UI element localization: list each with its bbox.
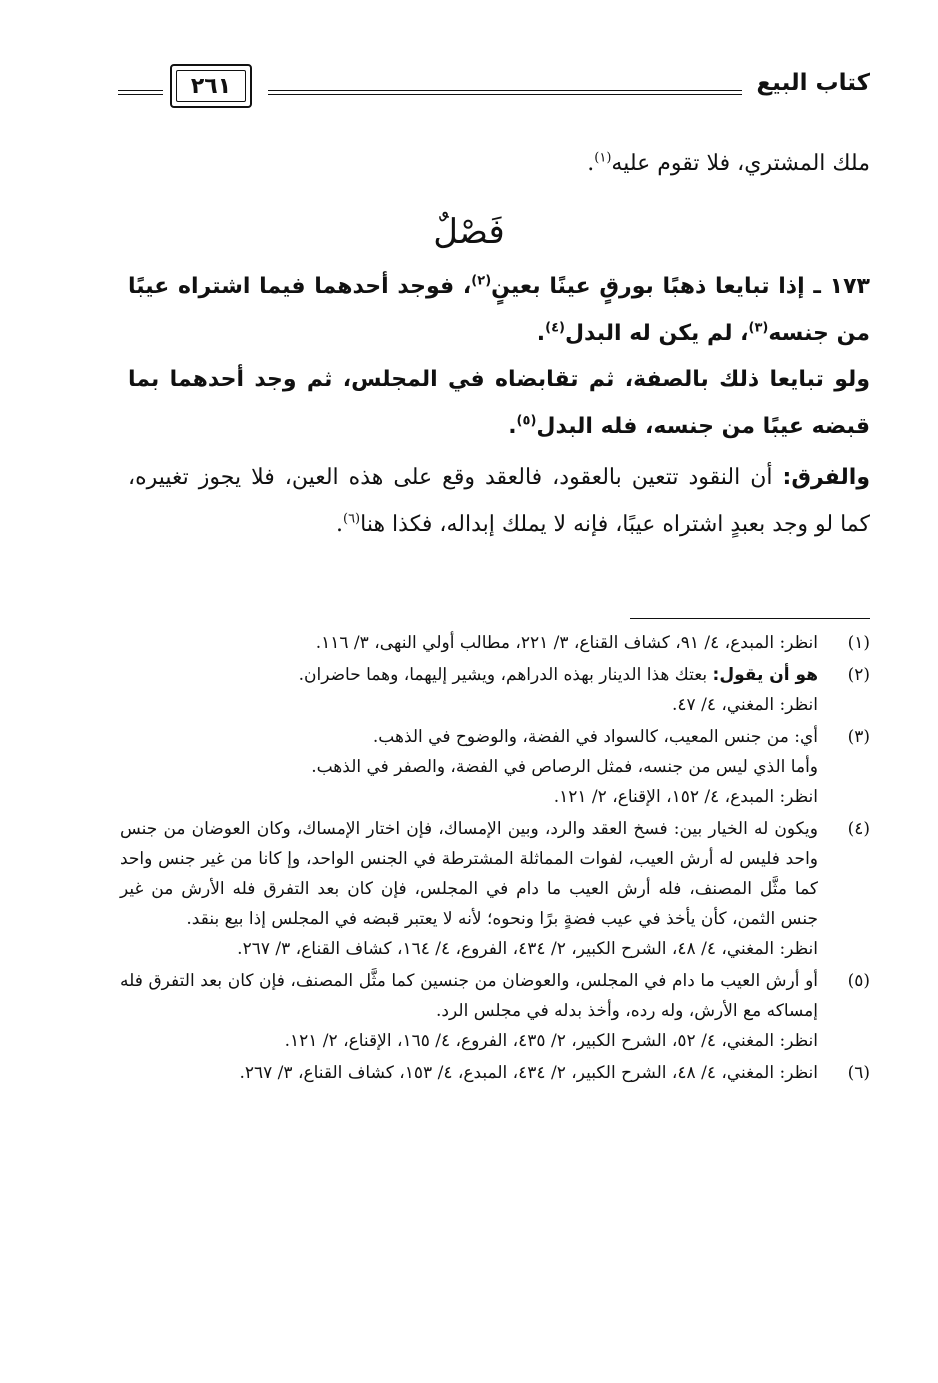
footnote-5: (٥) أو أرش العيب ما دام في المجلس، والعوضان من جنسين كما مثَّل المصنف، فإن كان بعد التفرق فله إمساكه مع الأرش، وله رده، وأخذ بدله في مجلس الرد. انظر: المغني، ٤/ ٥٢، الشرح الكبير، ٢/ ٤٣٥، الفروع، ٤/ ١٦٥، الإقناع، ٢/ ١٢١. [120, 966, 870, 1056]
paragraph-number: ١٧٣ ـ [813, 274, 870, 299]
opening-line: ملك المشتري، فلا تقوم عليه$^{(١)}$. [587, 150, 870, 176]
footnote-ref[interactable]: (٤) [545, 320, 565, 336]
footnote-number: (٤) [847, 819, 870, 839]
footnote-ref[interactable]: (٣) [748, 320, 769, 336]
footnote-number: (١) [847, 633, 870, 653]
footnote-number: (٢) [847, 665, 870, 685]
paragraph-difference: والفرق: أن النقود تتعين بالعقود، فالعقد وقع على هذه العين، فلا يجوز تغييره، كما لو وجد بعبدٍ اشتراه عيبًا، فإنه لا يملك إبداله، فكذا هنا$^{(٦)}$. [128, 465, 870, 537]
chapter-title: كتاب البيع [756, 70, 870, 96]
footnote-2: (٢) هو أن يقول: بعتك هذا الدينار بهذه الدراهم، ويشير إليهما، وهما حاضران. انظر: المغني، ٤/ ٤٧. [120, 660, 870, 720]
footnote-ref[interactable]: (٥) [516, 413, 537, 429]
footnote-3: (٣) أي: من جنس المعيب، كالسواد في الفضة، والوضوح في الذهب. وأما الذي ليس من جنسه، فمثل الرصاص في الفضة، والصفر في الذهب. انظر: المبدع، ٤/ ١٥٢، الإقناع، ٢/ ١٢١. [120, 722, 870, 812]
footnote-number: (٥) [847, 971, 870, 991]
section-heading: فَصْلٌ [433, 212, 505, 252]
page-number: ٢٦١ [190, 73, 232, 99]
footnote-4: (٤) ويكون له الخيار بين: فسخ العقد والرد، وبين الإمساك، فإن اختار الإمساك، وكان العوضان من جنس واحد فليس له أرش العيب، لفوات المماثلة المشترطة في الجنس الواحد، وإ كانا من غير جنس واحد كما مثَّل المصنف، فله أرش العيب ما دام في المجلس، فإن كان بعد التفرق فله الأرش من غير جنس الثمن، كأن يأخذ في عيب فضةٍ برًا ونحوه؛ لأنه لا يعتبر قبضه في المجلس إذا بيع بنقد. انظر: المغني، ٤/ ٤٨، الشرح الكبير، ٢/ ٤٣٤، الفروع، ٤/ ١٦٤، كشاف القناع، ٣/ ٢٦٧. [120, 814, 870, 964]
footnote-lead: هو أن يقول: [712, 665, 818, 685]
footnote-ref[interactable]: (٢) [471, 273, 492, 289]
footnotes [120, 628, 870, 1090]
header-rule-left [118, 90, 163, 95]
paragraph-173: ١٧٣ ـ إذا تبايعا ذهبًا بورقٍ عينًا بعينٍ$^{(٢)}$، فوجد أحدهما فيما اشتراه عيبًا من جنسه$^{(٣)}$، لم يكن له البدل$^{(٤)}$. [128, 273, 870, 346]
footnote-ref[interactable]: (١) [594, 150, 612, 166]
header-rule-right [268, 90, 742, 95]
footnote-separator [630, 618, 870, 619]
running-header [118, 62, 870, 116]
footnote-number: (٣) [847, 727, 870, 747]
footnote-ref[interactable]: (٦) [342, 511, 361, 527]
footnote-1: (١) انظر: المبدع، ٤/ ٩١، كشاف القناع، ٣/ ٢٢١، مطالب أولي النهى، ٣/ ١١٦. [120, 628, 870, 658]
footnote-6: (٦) انظر: المغني، ٤/ ٤٨، الشرح الكبير، ٢/ ٤٣٤، المبدع، ٤/ ١٥٣، كشاف القناع، ٣/ ٢٦٧. [120, 1058, 870, 1088]
footnote-number: (٦) [847, 1063, 870, 1083]
opening-line-text: ملك المشتري، فلا تقوم عليه [611, 151, 870, 176]
page-number-frame [170, 64, 252, 108]
paragraph-second-case: ولو تبايعا ذلك بالصفة، ثم تقابضاه في المجلس، ثم وجد أحدهما بما قبضه عيبًا من جنسه، فله البدل$^{(٥)}$. [128, 367, 870, 439]
difference-label: والفرق: [782, 465, 870, 490]
